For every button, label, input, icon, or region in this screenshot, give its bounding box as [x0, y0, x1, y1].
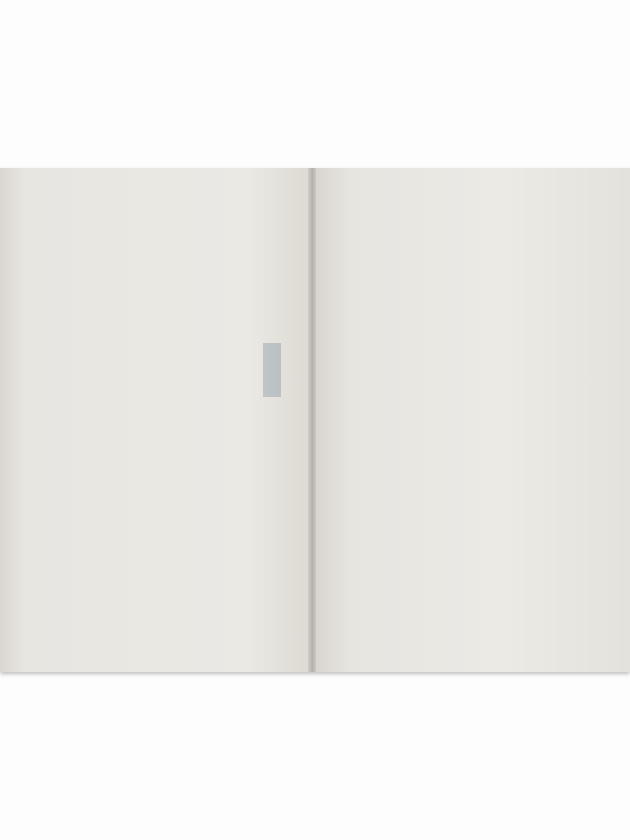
left-page: [0, 168, 312, 672]
book-gutter: [308, 168, 316, 672]
background-bottom: [0, 668, 630, 840]
right-page: [312, 168, 630, 672]
open-book: [0, 168, 630, 672]
background-top: [0, 0, 630, 172]
